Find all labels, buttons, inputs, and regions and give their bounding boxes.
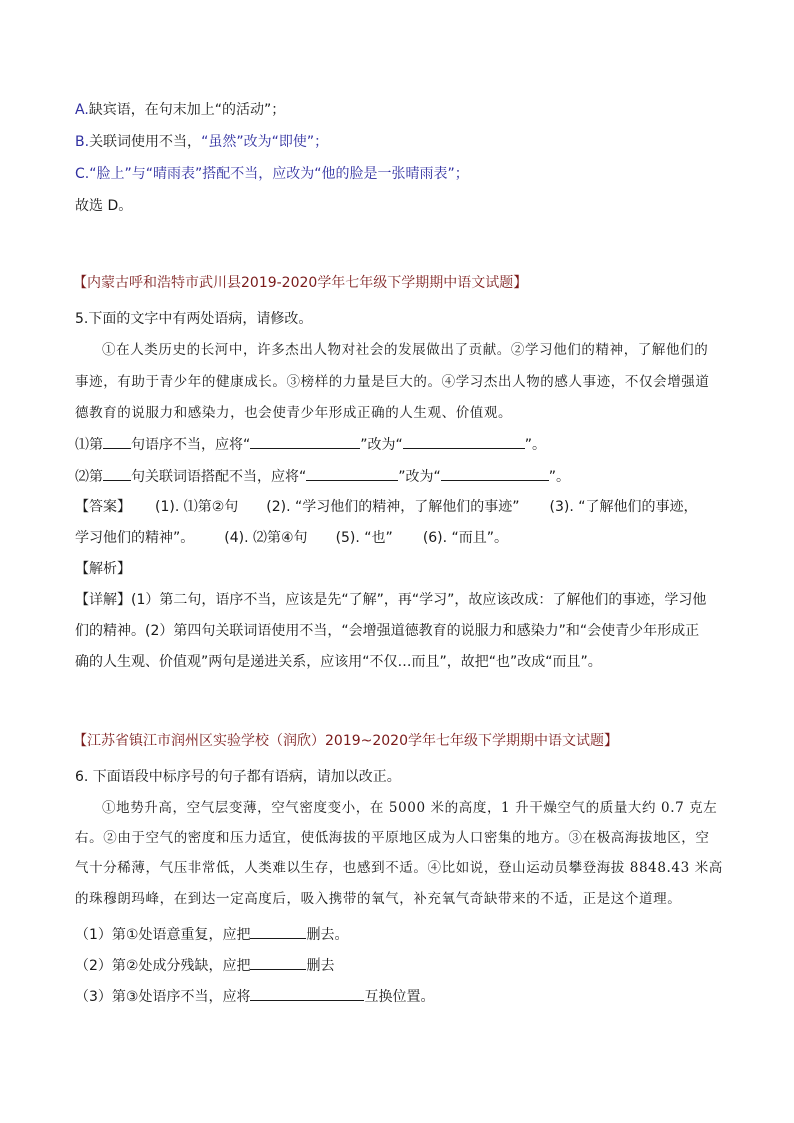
q5-sub1: [75, 434, 546, 455]
option-c-line: [75, 164, 469, 184]
q6-passage-line-4: 的珠穆朗玛峰，在到达一定高度后，吸入携带的氧气，补充氧气奇缺带来的不适，正是这个道理。: [75, 891, 682, 907]
q6-sub2-a: （2）第②处成分残缺，应把: [75, 958, 251, 974]
choose-d-line: [75, 196, 132, 216]
q6-passage-line-1: ①地势升高，空气层变薄，空气密度变小，在 5000 米的高度，1 升干燥空气的质量大约 0.7 克左: [102, 800, 718, 816]
q5-sub2-c: ”改为“: [398, 469, 441, 485]
q5-answer-line-2: [75, 528, 508, 548]
option-a-prefix: A.: [75, 102, 89, 118]
option-c-text: “脸上”与“晴雨表”搭配不当，应改为“他的脸是一张晴雨表”；: [89, 166, 469, 182]
q6-sub3-a: （3）第③处语序不当，应将: [75, 989, 251, 1005]
q5-sub1-blank-3[interactable]: [403, 434, 525, 449]
q6-source-open: 【: [73, 733, 87, 749]
choose-d-text: 故选 D。: [75, 198, 133, 214]
q5-passage-line-1: ①在人类历史的长河中，许多杰出人物对社会的发展做出了贡献。②学习他们的精神，了解他们的: [102, 342, 709, 358]
q5-ans1: (1). ⑴第②句: [155, 499, 239, 515]
option-b-line: [75, 132, 328, 152]
q5-ans5: (5). “也”: [335, 530, 393, 546]
q5-passage-line-3: 德教育的说服力和感染力，也会使青少年形成正确的人生观、价值观。: [75, 405, 513, 421]
option-a-line: [75, 100, 285, 120]
q5-sub1-blank-2[interactable]: [250, 434, 360, 449]
q5-sub2-blank-1[interactable]: [103, 466, 131, 481]
q5-sub1-a: ⑴第: [75, 437, 103, 453]
q5-passage-line-2: 事迹，有助于青少年的健康成长。③榜样的力量是巨大的。④学习杰出人物的感人事迹，不仅会增强道: [75, 374, 710, 390]
option-b-text2: “虽然”改为“即使”；: [201, 134, 329, 150]
q5-source-place: 内蒙古呼和浩特市武川县: [87, 275, 241, 291]
q6-sub1-blank[interactable]: [250, 924, 306, 939]
q6-question: 6. 下面语段中标序号的句子都有语病，请加以改正。: [75, 769, 401, 785]
q5-source-close: 】: [513, 275, 528, 291]
q5-detail-line-1: 【详解】(1）第二句，语序不当，应该是先“了解”，再“学习”，故应该改成：了解他们的事迹，学习他: [75, 592, 707, 608]
q6-sub1-a: （1）第①处语意重复，应把: [75, 927, 251, 943]
q5-detail-line-3: 确的人生观、价值观”两句是递进关系，应该用“不仅…而且”，故把“也”改成“而且”。: [75, 654, 602, 670]
q5-sub1-d: ”。: [524, 437, 547, 453]
q5-ans2: (2). “学习他们的精神，了解他们的事迹”: [266, 499, 520, 515]
q6-source-close: 】: [604, 733, 618, 749]
option-c-prefix: C.: [75, 166, 90, 182]
option-b-prefix: B.: [75, 134, 90, 150]
q5-sub1-c: ”改为“: [360, 437, 403, 453]
q6-sub3: [75, 986, 434, 1007]
q6-passage-line-2: 右。②由于空气的密度和压力适宜，使低海拔的平原地区成为人口密集的地方。③在极高海拔地区，空: [75, 830, 710, 846]
q5-sub2-blank-2[interactable]: [306, 466, 398, 481]
q6-passage-line-3: 气十分稀薄，气压非常低，人类难以生存，也感到不适。④比如说，登山运动员攀登海拔 8848.43 米高: [75, 860, 723, 876]
q5-sub2-a: ⑵第: [75, 469, 103, 485]
q5-sub2-b: 句关联词语搭配不当，应将“: [131, 469, 307, 485]
q5-source-rest: 学年七年级下学期期中语文试题: [317, 275, 514, 291]
q5-question: 5.下面的文字中有两处语病，请修改。: [75, 311, 313, 327]
option-a-text: 缺宾语，在句末加上“的活动”；: [88, 102, 286, 118]
q6-sub3-blank[interactable]: [250, 986, 364, 1001]
q5-source-open: 【: [73, 275, 87, 291]
q5-source-year: 2019-2020: [241, 275, 318, 291]
q6-source: [73, 731, 618, 751]
q6-sub3-b: 互换位置。: [364, 989, 435, 1005]
q6-source-place: 江苏省镇江市润州区实验学校（润欣）: [87, 733, 325, 749]
q5-sub1-b: 句语序不当，应将“: [131, 437, 251, 453]
q5-ans6: (6). “而且”。: [422, 530, 509, 546]
q6-source-rest: 学年七年级下学期期中语文试题: [408, 733, 604, 749]
q5-sub2-blank-3[interactable]: [441, 466, 549, 481]
q5-source: [73, 273, 527, 293]
q6-source-year: 2019~2020: [325, 733, 408, 749]
q5-detail-line-2: 们的精神。(2）第四句关联词语使用不当，“会增强道德教育的说服力和感染力”和“会使青少年形成正: [75, 623, 700, 639]
q5-answer-line-1: [75, 497, 698, 517]
q6-sub2-b: 删去: [306, 958, 335, 974]
q5-ans3-cont: 学习他们的精神”。: [75, 530, 195, 546]
q5-sub2: [75, 466, 570, 487]
q5-sub2-d: ”。: [548, 469, 571, 485]
option-b-text1: 关联词使用不当，: [89, 134, 202, 150]
q5-answer-tag: 【答案】: [75, 499, 131, 515]
q5-analysis-tag: 【解析】: [75, 561, 131, 577]
q5-sub1-blank-1[interactable]: [103, 434, 131, 449]
q6-sub2-blank[interactable]: [250, 955, 306, 970]
q6-sub2: [75, 955, 334, 976]
q6-sub1: [75, 924, 348, 945]
q5-ans3: (3). “了解他们的事迹，: [549, 499, 698, 515]
q5-ans4: (4). ⑵第④句: [224, 530, 308, 546]
q6-sub1-b: 删去。: [306, 927, 349, 943]
